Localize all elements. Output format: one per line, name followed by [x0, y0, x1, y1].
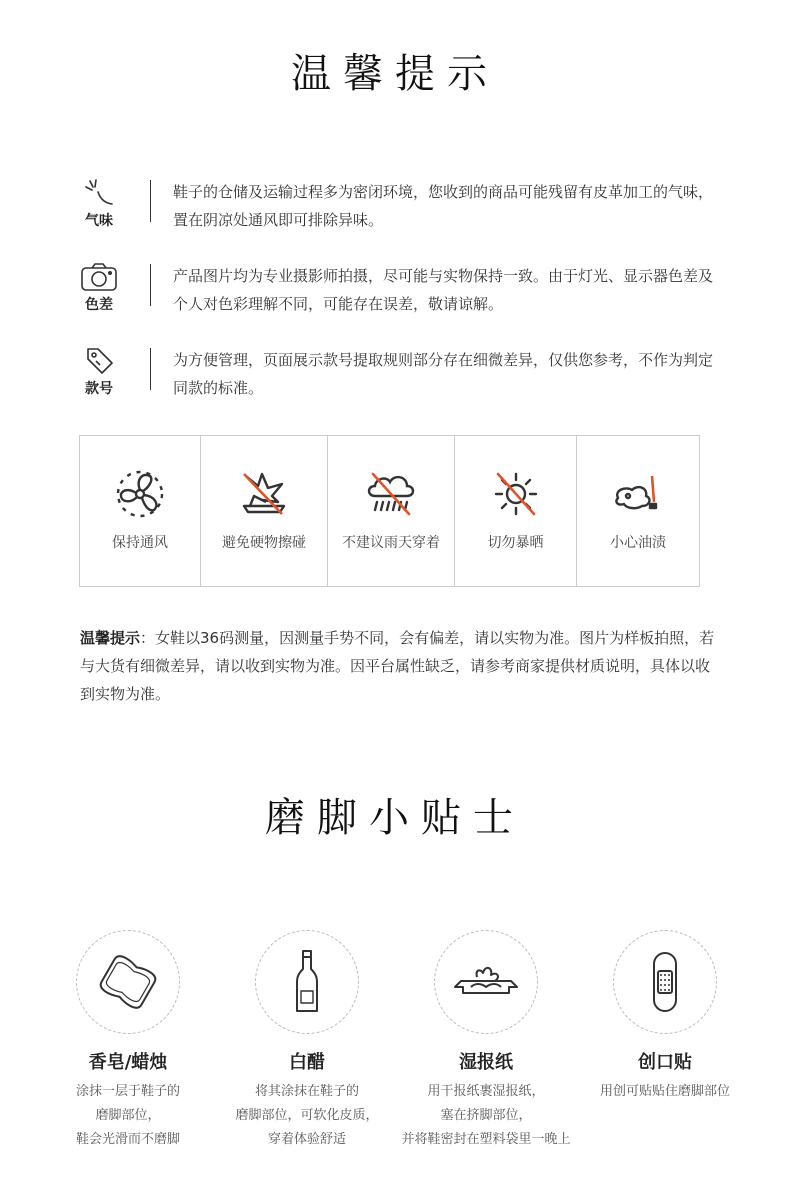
notice-text: ：女鞋以36码测量，因测量手势不同，会有偏差，请以实物为准。图片为样板拍照，若与大货有细微差异，请以收到实物为准。因平台属性缺乏，请参考商家提供材质说明，具体以收到实物为准。: [80, 629, 715, 703]
oil-stain-icon: [610, 466, 666, 522]
bandage-icon: [630, 947, 700, 1017]
tissue-icon: [451, 947, 521, 1017]
no-sun-icon: [488, 466, 544, 522]
foot-tip-title: 香皂/蜡烛: [88, 1052, 168, 1073]
divider: [150, 180, 151, 222]
foot-tip-desc: [386, 1080, 586, 1152]
section-title-foot-tips: 磨脚小贴士: [265, 795, 525, 841]
desc-line: 并将鞋密封在塑料袋里一晚上: [401, 1132, 571, 1147]
care-label: 保持通风: [112, 535, 168, 551]
icon-circle: [76, 930, 180, 1034]
desc-line: 塞在挤脚部位，: [440, 1108, 532, 1123]
desc-line: 将其涂抹在鞋子的: [254, 1084, 359, 1099]
soap-icon: [93, 947, 163, 1017]
icon-circle: [434, 930, 538, 1034]
desc-line: 涂抹一层于鞋子的: [75, 1084, 180, 1099]
foot-tip-title: 白醋: [289, 1052, 325, 1073]
tip-row-odor: [78, 178, 728, 248]
camera-icon: [78, 262, 120, 314]
icon-circle: [613, 930, 717, 1034]
foot-tip-soap: [28, 930, 228, 1152]
desc-line: 磨脚部位，可软化皮质，: [235, 1108, 379, 1123]
desc-line: 磨脚部位，: [95, 1108, 161, 1123]
fan-icon: [112, 466, 168, 522]
no-rain-icon: [363, 466, 419, 522]
no-collision-icon: [236, 466, 292, 522]
icon-circle: [255, 930, 359, 1034]
foot-tip-vinegar: [207, 930, 407, 1152]
care-label: 切勿暴晒: [487, 535, 544, 551]
notice-heading: 温馨提示: [80, 629, 141, 647]
section-title-warm-tips: 温馨提示: [291, 51, 499, 97]
tip-row-style-number: [78, 346, 728, 416]
care-label: 避免硬物擦碰: [222, 535, 306, 551]
tip-label: 气味: [85, 213, 113, 229]
tip-text: 鞋子的仓储及运输过程多为密闭环境，您收到的商品可能残留有皮革加工的气味，置在阴凉处通风即可排除异味。: [173, 183, 714, 229]
care-item-no-sun: [455, 436, 577, 586]
care-item-no-rain: [328, 436, 455, 586]
odor-icon: [78, 178, 120, 230]
care-label: 小心油渍: [610, 535, 666, 551]
desc-line: 穿着体验舒适: [267, 1132, 346, 1147]
tag-icon: [78, 346, 120, 398]
foot-tip-title: 湿报纸: [459, 1052, 513, 1073]
tip-text: 为方便管理，页面展示款号提取规则部分存在细微差异，仅供您参考，不作为判定同款的标准。: [173, 351, 714, 397]
tip-label: 色差: [85, 297, 113, 313]
desc-line: 用干报纸裹湿报纸，: [427, 1084, 545, 1099]
foot-tip-desc: [28, 1080, 228, 1152]
desc-line: 鞋会光滑而不磨脚: [75, 1132, 180, 1147]
tip-label: 款号: [85, 381, 113, 397]
divider: [150, 264, 151, 306]
care-label: 不建议雨天穿着: [342, 535, 440, 551]
foot-tip-desc: [565, 1080, 765, 1104]
foot-tip-desc: [207, 1080, 407, 1152]
care-item-ventilation: [80, 436, 201, 586]
desc-line: 用创可贴贴住磨脚部位: [599, 1084, 730, 1099]
divider: [150, 348, 151, 390]
care-item-avoid-scratch: [201, 436, 328, 586]
tip-row-color: [78, 262, 728, 332]
care-icons-grid: [79, 435, 700, 587]
care-item-oil-stain: [577, 436, 699, 586]
foot-tip-bandage: [565, 930, 765, 1104]
foot-tip-newspaper: [386, 930, 586, 1152]
bottle-icon: [272, 947, 342, 1017]
tip-text: 产品图片均为专业摄影师拍摄，尽可能与实物保持一致。由于灯光、显示器色差及个人对色彩理解不同，可能存在误差，敬请谅解。: [173, 267, 714, 313]
size-notice: [80, 624, 720, 708]
foot-tip-title: 创口贴: [638, 1052, 692, 1073]
